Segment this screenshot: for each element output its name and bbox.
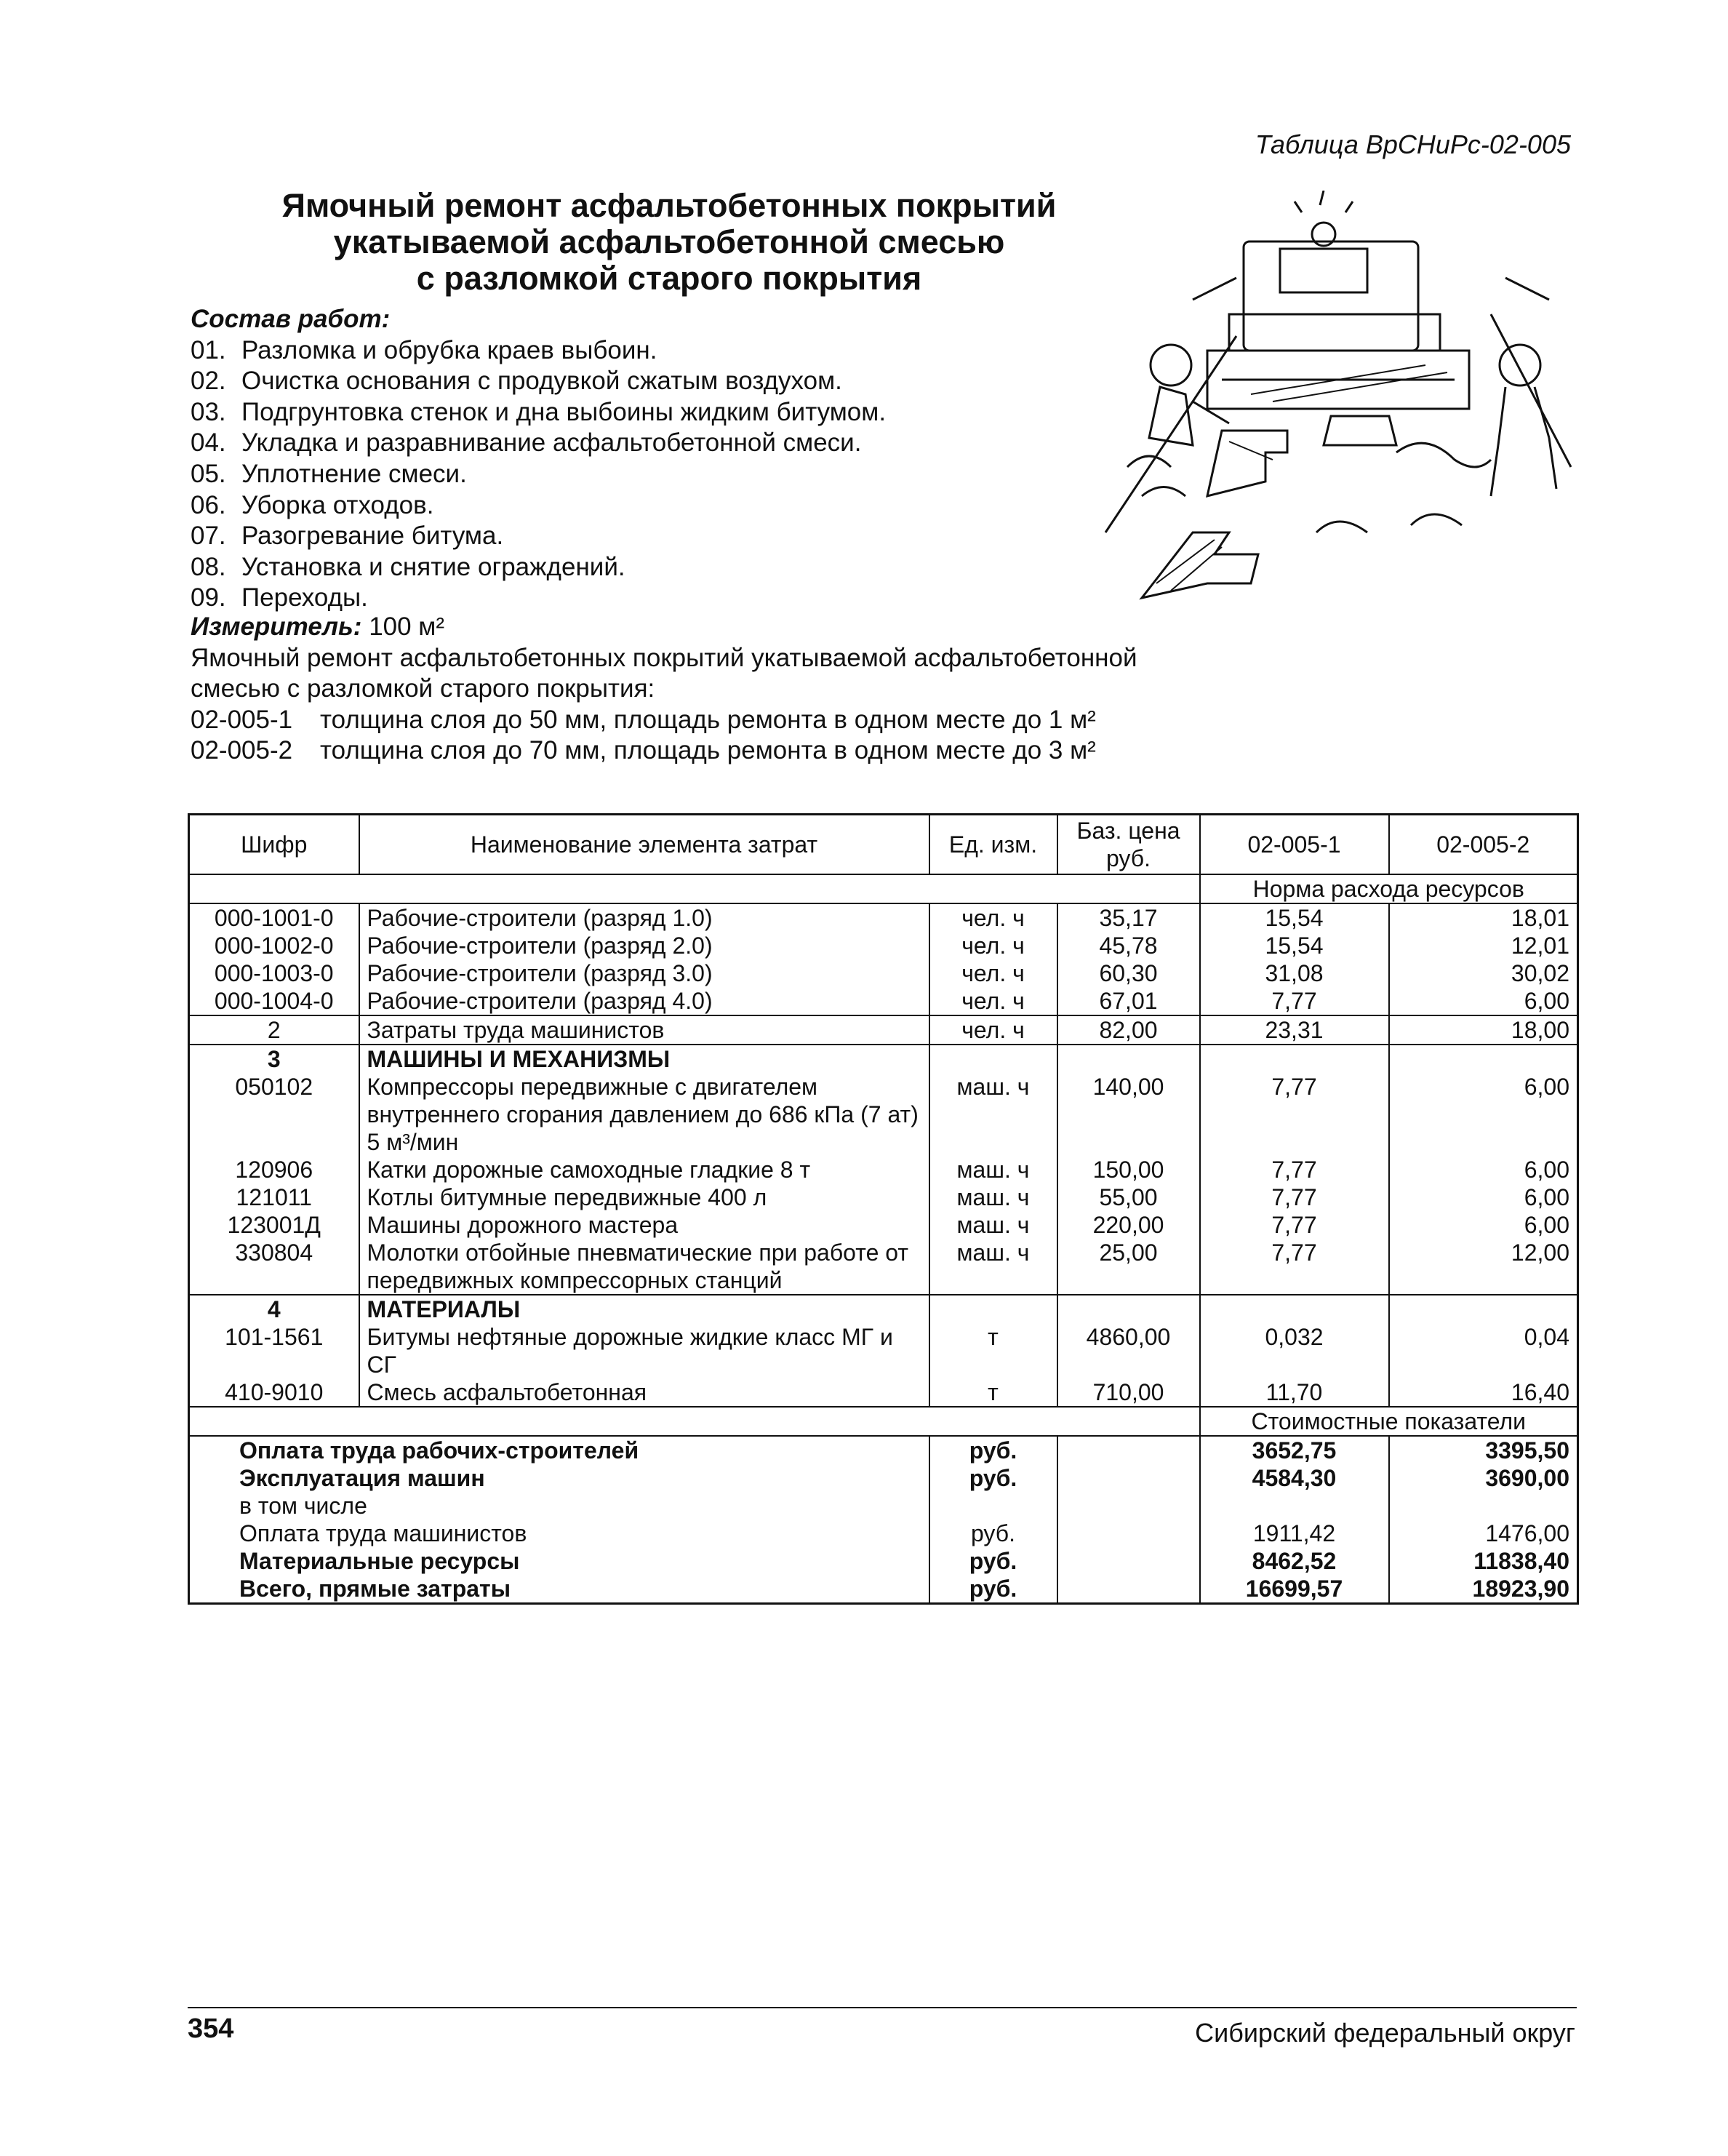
row-v2: 12,01	[1389, 932, 1578, 959]
cost-unit: руб.	[929, 1436, 1057, 1464]
work-item	[191, 397, 1209, 428]
work-item	[191, 521, 1209, 552]
row-v2: 18,00	[1389, 1015, 1578, 1045]
table-label: Таблица ВрСНиРс-02-005	[1255, 129, 1571, 159]
row-v1: 31,08	[1200, 959, 1389, 987]
row-unit: маш. ч	[929, 1239, 1057, 1295]
row-unit: чел. ч	[929, 987, 1057, 1015]
row-unit: маш. ч	[929, 1073, 1057, 1156]
cost-name: Материальные ресурсы	[239, 1548, 520, 1574]
work-item-number: 01.	[191, 335, 226, 364]
cost-v2: 1476,00	[1389, 1520, 1578, 1547]
row-price: 150,00	[1057, 1156, 1200, 1183]
cost-v1: 3652,75	[1200, 1436, 1389, 1464]
row-v2: 6,00	[1389, 1183, 1578, 1211]
row-v1: 7,77	[1200, 1156, 1389, 1183]
header-price: Баз. цена руб.	[1057, 815, 1200, 875]
table-row	[189, 1378, 1578, 1407]
row-v2: 30,02	[1389, 959, 1578, 987]
row-v2: 6,00	[1389, 1211, 1578, 1239]
section-header-materials	[189, 1295, 1578, 1323]
header-v2: 02-005-2	[1389, 815, 1578, 875]
row-v2: 6,00	[1389, 1156, 1578, 1183]
cost-unit: руб.	[929, 1520, 1057, 1547]
work-item-text: Укладка и разравнивание асфальтобетонной смеси.	[241, 428, 862, 458]
row-v1: 15,54	[1200, 903, 1389, 932]
row-name: Катки дорожные самоходные гладкие 8 т	[359, 1156, 929, 1183]
row-name: Компрессоры передвижные с двигателем внутреннего сгорания давлением до 686 кПа (7 ат) 5 м³/мин	[359, 1073, 929, 1156]
table-row	[189, 903, 1578, 932]
row-v1: 7,77	[1200, 987, 1389, 1015]
work-item-number: 02.	[191, 367, 226, 396]
row-unit: маш. ч	[929, 1211, 1057, 1239]
row-price: 82,00	[1057, 1015, 1200, 1045]
cost-label: Стоимостные показатели	[1200, 1407, 1578, 1436]
work-composition-header: Состав работ:	[191, 305, 391, 333]
cost-row	[189, 1492, 1578, 1520]
row-name: Машины дорожного мастера	[359, 1211, 929, 1239]
work-item	[191, 459, 1209, 490]
row-v1: 0,032	[1200, 1323, 1389, 1378]
row-unit: чел. ч	[929, 1015, 1057, 1045]
header-code: Шифр	[189, 815, 359, 875]
cost-v2: 3690,00	[1389, 1464, 1578, 1492]
cost-v1: 1911,42	[1200, 1520, 1389, 1547]
cost-v1: 4584,30	[1200, 1464, 1389, 1492]
cost-unit: руб.	[929, 1547, 1057, 1575]
variant-code: 02-005-1	[191, 706, 293, 734]
work-item-number: 04.	[191, 428, 226, 458]
row-unit: т	[929, 1378, 1057, 1407]
cost-v2: 3395,50	[1389, 1436, 1578, 1464]
cost-name: Оплата труда рабочих-строителей	[239, 1437, 639, 1464]
row-v2: 18,01	[1389, 903, 1578, 932]
work-item-number: 08.	[191, 552, 226, 581]
row-v1: 7,77	[1200, 1239, 1389, 1295]
cost-unit: руб.	[929, 1464, 1057, 1492]
table-row	[189, 1156, 1578, 1183]
variant-code: 02-005-2	[191, 736, 293, 764]
table-header	[189, 815, 1578, 875]
work-item	[191, 552, 1209, 583]
row-v2: 6,00	[1389, 987, 1578, 1015]
work-item	[191, 428, 1209, 459]
variant-row	[191, 706, 1096, 735]
row-name: Затраты труда машинистов	[359, 1015, 929, 1045]
row-v2: 6,00	[1389, 1073, 1578, 1156]
meter-label: Измеритель:	[191, 612, 362, 641]
section-code: 3	[189, 1045, 359, 1073]
row-code: 330804	[189, 1239, 359, 1295]
cost-v1: 8462,52	[1200, 1547, 1389, 1575]
work-item-text: Уборка отходов.	[241, 490, 434, 519]
cost-row	[189, 1464, 1578, 1492]
cost-row	[189, 1547, 1578, 1575]
row-price: 67,01	[1057, 987, 1200, 1015]
table-row	[189, 1239, 1578, 1295]
work-item-text: Разломка и обрубка краев выбоин.	[241, 335, 657, 364]
row-code: 2	[189, 1015, 359, 1045]
cost-v1: 16699,57	[1200, 1575, 1389, 1604]
row-code: 050102	[189, 1073, 359, 1156]
row-code: 120906	[189, 1156, 359, 1183]
row-price: 55,00	[1057, 1183, 1200, 1211]
resource-table	[188, 813, 1579, 1605]
row-unit: маш. ч	[929, 1156, 1057, 1183]
cost-name: Эксплуатация машин	[239, 1465, 485, 1491]
page-number: 354	[188, 2013, 234, 2044]
variant-row	[191, 736, 1096, 765]
norm-label: Норма расхода ресурсов	[1200, 874, 1578, 903]
row-v1: 7,77	[1200, 1183, 1389, 1211]
row-price: 4860,00	[1057, 1323, 1200, 1378]
row-v1: 7,77	[1200, 1211, 1389, 1239]
row-name: Рабочие-строители (разряд 2.0)	[359, 932, 929, 959]
row-code: 000-1002-0	[189, 932, 359, 959]
title-line: укатываемой асфальтобетонной смесью	[333, 223, 1005, 260]
cost-name: Всего, прямые затраты	[239, 1576, 511, 1602]
row-name: Молотки отбойные пневматические при работе от передвижных компрессорных станций	[359, 1239, 929, 1295]
header-v1: 02-005-1	[1200, 815, 1389, 875]
row-code: 101-1561	[189, 1323, 359, 1378]
table-row	[189, 959, 1578, 987]
description: Ямочный ремонт асфальтобетонных покрытий укатываемой асфальтобетонной смесью с разломкой старого покрытия:	[191, 644, 1137, 703]
row-unit: т	[929, 1323, 1057, 1378]
work-item	[191, 366, 1209, 397]
cost-label-row	[189, 1407, 1578, 1436]
row-name: Рабочие-строители (разряд 1.0)	[359, 903, 929, 932]
table-row	[189, 1073, 1578, 1156]
footer-divider	[188, 2007, 1577, 2008]
cost-unit	[929, 1492, 1057, 1520]
row-v2: 16,40	[1389, 1378, 1578, 1407]
section-name: МАШИНЫ И МЕХАНИЗМЫ	[359, 1045, 929, 1073]
variant-text: толщина слоя до 70 мм, площадь ремонта в одном месте до 3 м²	[320, 736, 1096, 764]
section-code: 4	[189, 1295, 359, 1323]
cost-v2: 18923,90	[1389, 1575, 1578, 1604]
title-line: с разломкой старого покрытия	[416, 260, 922, 297]
row-price: 710,00	[1057, 1378, 1200, 1407]
row-unit: чел. ч	[929, 959, 1057, 987]
work-item-text: Разогревание битума.	[241, 522, 504, 551]
cost-name: Оплата труда машинистов	[239, 1520, 527, 1546]
table-row-machinists	[189, 1015, 1578, 1045]
row-name: Рабочие-строители (разряд 4.0)	[359, 987, 929, 1015]
row-v1: 23,31	[1200, 1015, 1389, 1045]
work-item-text: Очистка основания с продувкой сжатым воздухом.	[241, 367, 842, 396]
row-v2: 12,00	[1389, 1239, 1578, 1295]
variant-text: толщина слоя до 50 мм, площадь ремонта в одном месте до 1 м²	[320, 706, 1096, 734]
cost-name: в том числе	[239, 1493, 367, 1519]
row-price: 140,00	[1057, 1073, 1200, 1156]
meter-value: 100 м²	[369, 612, 445, 641]
row-price: 25,00	[1057, 1239, 1200, 1295]
work-item-number: 03.	[191, 397, 226, 426]
work-item-text: Уплотнение смеси.	[241, 459, 467, 488]
cost-row	[189, 1520, 1578, 1547]
section-name: МАТЕРИАЛЫ	[359, 1295, 929, 1323]
section-header-machines	[189, 1045, 1578, 1073]
row-price: 35,17	[1057, 903, 1200, 932]
table-row	[189, 987, 1578, 1015]
row-name: Битумы нефтяные дорожные жидкие класс МГ и СГ	[359, 1323, 929, 1378]
cost-v2	[1389, 1492, 1578, 1520]
row-code: 410-9010	[189, 1378, 359, 1407]
norm-label-row	[189, 874, 1578, 903]
row-name: Смесь асфальтобетонная	[359, 1378, 929, 1407]
row-v1: 15,54	[1200, 932, 1389, 959]
table-row	[189, 1183, 1578, 1211]
work-item	[191, 335, 1209, 367]
row-unit: маш. ч	[929, 1183, 1057, 1211]
table-row	[189, 1323, 1578, 1378]
title-line: Ямочный ремонт асфальтобетонных покрытий	[281, 187, 1057, 224]
row-v1: 11,70	[1200, 1378, 1389, 1407]
work-item-number: 09.	[191, 583, 226, 612]
cost-v2: 11838,40	[1389, 1547, 1578, 1575]
table-row	[189, 1211, 1578, 1239]
cost-row	[189, 1436, 1578, 1464]
page-title	[182, 188, 1156, 297]
work-item-text: Подгрунтовка стенок и дна выбоины жидким битумом.	[241, 397, 887, 426]
table-row	[189, 932, 1578, 959]
row-v1: 7,77	[1200, 1073, 1389, 1156]
district-name: Сибирский федеральный округ	[1195, 2018, 1575, 2048]
work-item-number: 05.	[191, 459, 226, 488]
row-name: Рабочие-строители (разряд 3.0)	[359, 959, 929, 987]
work-composition	[191, 304, 1209, 614]
row-price: 220,00	[1057, 1211, 1200, 1239]
row-v2: 0,04	[1389, 1323, 1578, 1378]
row-code: 000-1001-0	[189, 903, 359, 932]
row-code: 121011	[189, 1183, 359, 1211]
row-code: 000-1004-0	[189, 987, 359, 1015]
row-name: Котлы битумные передвижные 400 л	[359, 1183, 929, 1211]
row-unit: чел. ч	[929, 903, 1057, 932]
work-item-number: 07.	[191, 522, 226, 551]
row-price: 45,78	[1057, 932, 1200, 959]
work-item	[191, 583, 1209, 614]
header-unit: Ед. изм.	[929, 815, 1057, 875]
row-code: 000-1003-0	[189, 959, 359, 987]
work-item-text: Переходы.	[241, 583, 368, 612]
row-price: 60,30	[1057, 959, 1200, 987]
row-code: 123001Д	[189, 1211, 359, 1239]
cost-unit: руб.	[929, 1575, 1057, 1604]
work-item	[191, 490, 1209, 522]
meter	[191, 612, 444, 642]
header-name: Наименование элемента затрат	[359, 815, 929, 875]
cost-v1	[1200, 1492, 1389, 1520]
row-unit: чел. ч	[929, 932, 1057, 959]
work-item-number: 06.	[191, 490, 226, 519]
cost-row	[189, 1575, 1578, 1604]
work-item-text: Установка и снятие ограждений.	[241, 552, 625, 581]
